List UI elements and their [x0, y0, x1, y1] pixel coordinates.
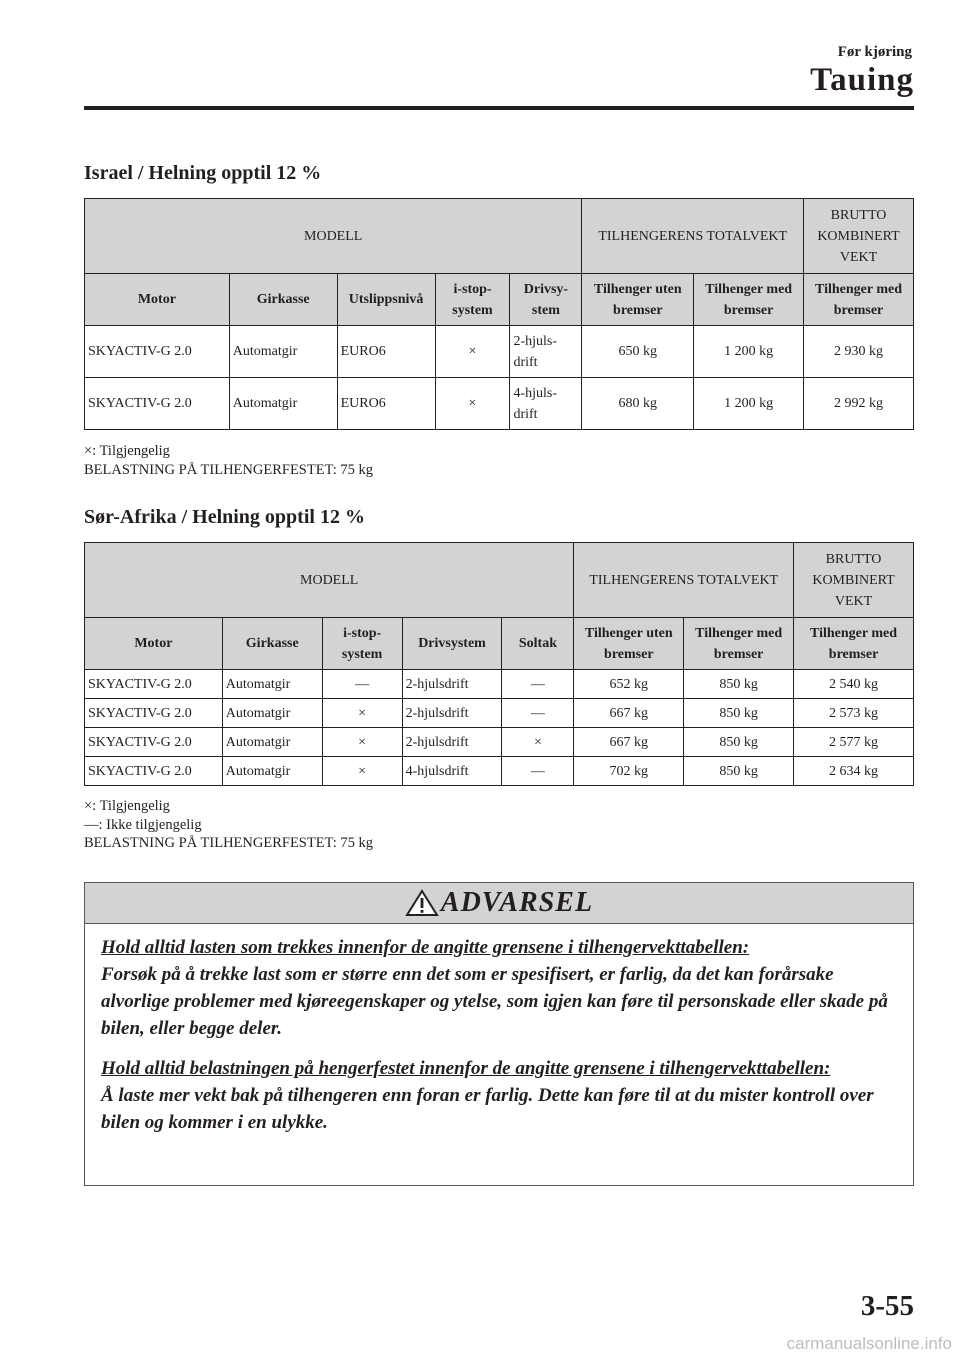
table-cell: Automatgir	[222, 699, 322, 728]
table-cell: 650 kg	[582, 326, 694, 378]
page-number: 3-55	[860, 1290, 914, 1322]
table-cell: 2 573 kg	[794, 699, 914, 728]
table-cell: SKYACTIV-G 2.0	[85, 670, 223, 699]
brutto-header: BRUTTO KOMBINERT VEKT	[804, 199, 914, 274]
table1-title: Israel / Helning opptil 12 %	[84, 162, 322, 184]
table2-notes	[84, 797, 373, 853]
table-cell: 850 kg	[684, 757, 794, 786]
table-row	[85, 326, 914, 378]
table-cell: —	[502, 699, 574, 728]
table-cell: 2 577 kg	[794, 728, 914, 757]
table-cell: Automatgir	[222, 670, 322, 699]
warning-text-1: Forsøk på å trekke last som er større enn det som er spesifisert, er farlig, da det kan forårsake alvorlige problemer med kjøreegenskaper og ytelse, som igjen kan føre til personskade eller skade på bilen, eller begge deler.	[101, 964, 888, 1039]
warning-text-2: Å laste mer vekt bak på tilhengeren enn foran er farlig. Dette kan føre til at du mister kontroll over bilen og kommer i en ulykke.	[101, 1085, 874, 1133]
note-line: BELASTNING PÅ TILHENGERFESTET: 75 kg	[84, 835, 374, 851]
table-cell: EURO6	[337, 326, 435, 378]
warning-heading-1: Hold alltid lasten som trekkes innenfor de angitte grensene i tilhengervekttabellen:	[101, 937, 750, 958]
table-cell: SKYACTIV-G 2.0	[85, 757, 223, 786]
table-cell: ×	[435, 326, 510, 378]
table-cell: 680 kg	[582, 378, 694, 430]
table-cell: Automatgir	[229, 326, 337, 378]
header-rule	[84, 106, 914, 110]
table-cell: 2 634 kg	[794, 757, 914, 786]
table-cell: 667 kg	[574, 699, 684, 728]
brutto-header: BRUTTO KOMBINERT VEKT	[794, 543, 914, 618]
column-header: Tilhenger med bremser	[794, 618, 914, 670]
table-cell: SKYACTIV-G 2.0	[85, 378, 230, 430]
column-header: Tilhenger uten bremser	[574, 618, 684, 670]
column-header: Soltak	[502, 618, 574, 670]
table-cell: 652 kg	[574, 670, 684, 699]
column-header: Tilhenger med bremser	[694, 274, 804, 326]
column-header: Tilhenger uten bremser	[582, 274, 694, 326]
table-cell: ×	[322, 699, 402, 728]
table-cell: ×	[322, 728, 402, 757]
table-cell: —	[322, 670, 402, 699]
table-cell: 850 kg	[684, 699, 794, 728]
column-header: Girkasse	[222, 618, 322, 670]
table-cell: 2-hjuls- drift	[510, 326, 582, 378]
column-header: Motor	[85, 274, 230, 326]
table-cell: 850 kg	[684, 728, 794, 757]
table-cell: —	[502, 670, 574, 699]
note-line: BELASTNING PÅ TILHENGERFESTET: 75 kg	[84, 461, 374, 478]
tilhenger-header: TILHENGERENS TOTALVEKT	[582, 199, 804, 274]
table-cell: 4-hjulsdrift	[402, 757, 502, 786]
towing-table-israel	[84, 198, 914, 430]
note-line: ×: Tilgjengelig	[84, 798, 170, 814]
note-line: —: Ikke tilgjengelig	[84, 816, 202, 833]
table-cell: EURO6	[337, 378, 435, 430]
column-header: Tilhenger med bremser	[684, 618, 794, 670]
table-cell: Automatgir	[229, 378, 337, 430]
table-row	[85, 728, 914, 757]
table-cell: 2-hjulsdrift	[402, 728, 502, 757]
watermark-url: carmanualsonline.info	[786, 1334, 952, 1353]
table-cell: 2 930 kg	[804, 326, 914, 378]
table-cell: SKYACTIV-G 2.0	[85, 728, 223, 757]
table-cell: —	[502, 757, 574, 786]
column-header: i-stop- system	[322, 618, 402, 670]
tilhenger-header: TILHENGERENS TOTALVEKT	[574, 543, 794, 618]
table-cell: 4-hjuls- drift	[510, 378, 582, 430]
table1-notes	[84, 442, 373, 479]
column-header: Motor	[85, 618, 223, 670]
column-header: Tilhenger med bremser	[804, 274, 914, 326]
table-cell: Automatgir	[222, 728, 322, 757]
table-row	[85, 757, 914, 786]
warning-body	[85, 924, 913, 1136]
note-line: ×: Tilgjengelig	[84, 443, 170, 459]
table-cell: SKYACTIV-G 2.0	[85, 326, 230, 378]
warning-title: ADVARSEL	[440, 887, 594, 918]
column-header: Girkasse	[229, 274, 337, 326]
warning-heading-2: Hold alltid belastningen på hengerfestet innenfor de angitte grensene i tilhengervekttabellen:	[101, 1058, 831, 1079]
table-cell: SKYACTIV-G 2.0	[85, 699, 223, 728]
table-cell: ×	[435, 378, 510, 430]
table-cell: 1 200 kg	[694, 378, 804, 430]
modell-header: MODELL	[85, 543, 574, 618]
column-header: Utslippsnivå	[337, 274, 435, 326]
warning-header	[85, 883, 913, 924]
section-label: Før kjøring	[837, 44, 912, 60]
table-cell: 1 200 kg	[694, 326, 804, 378]
table-cell: ×	[502, 728, 574, 757]
table-cell: 850 kg	[684, 670, 794, 699]
modell-header: MODELL	[85, 199, 582, 274]
towing-table-south-africa	[84, 542, 914, 786]
column-header: i-stop- system	[435, 274, 510, 326]
column-header: Drivsy- stem	[510, 274, 582, 326]
warning-box	[84, 882, 914, 1186]
table2-title: Sør-Afrika / Helning opptil 12 %	[84, 506, 365, 528]
table-cell: 2 540 kg	[794, 670, 914, 699]
table-row	[85, 699, 914, 728]
table-cell: 2 992 kg	[804, 378, 914, 430]
table-row	[85, 378, 914, 430]
table-cell: 2-hjulsdrift	[402, 670, 502, 699]
table-row	[85, 670, 914, 699]
warning-triangle-icon	[405, 889, 439, 917]
table-cell: 2-hjulsdrift	[402, 699, 502, 728]
table-cell: Automatgir	[222, 757, 322, 786]
table-cell: ×	[322, 757, 402, 786]
chapter-title: Tauing	[810, 62, 914, 98]
table-cell: 667 kg	[574, 728, 684, 757]
table-cell: 702 kg	[574, 757, 684, 786]
column-header: Drivsystem	[402, 618, 502, 670]
